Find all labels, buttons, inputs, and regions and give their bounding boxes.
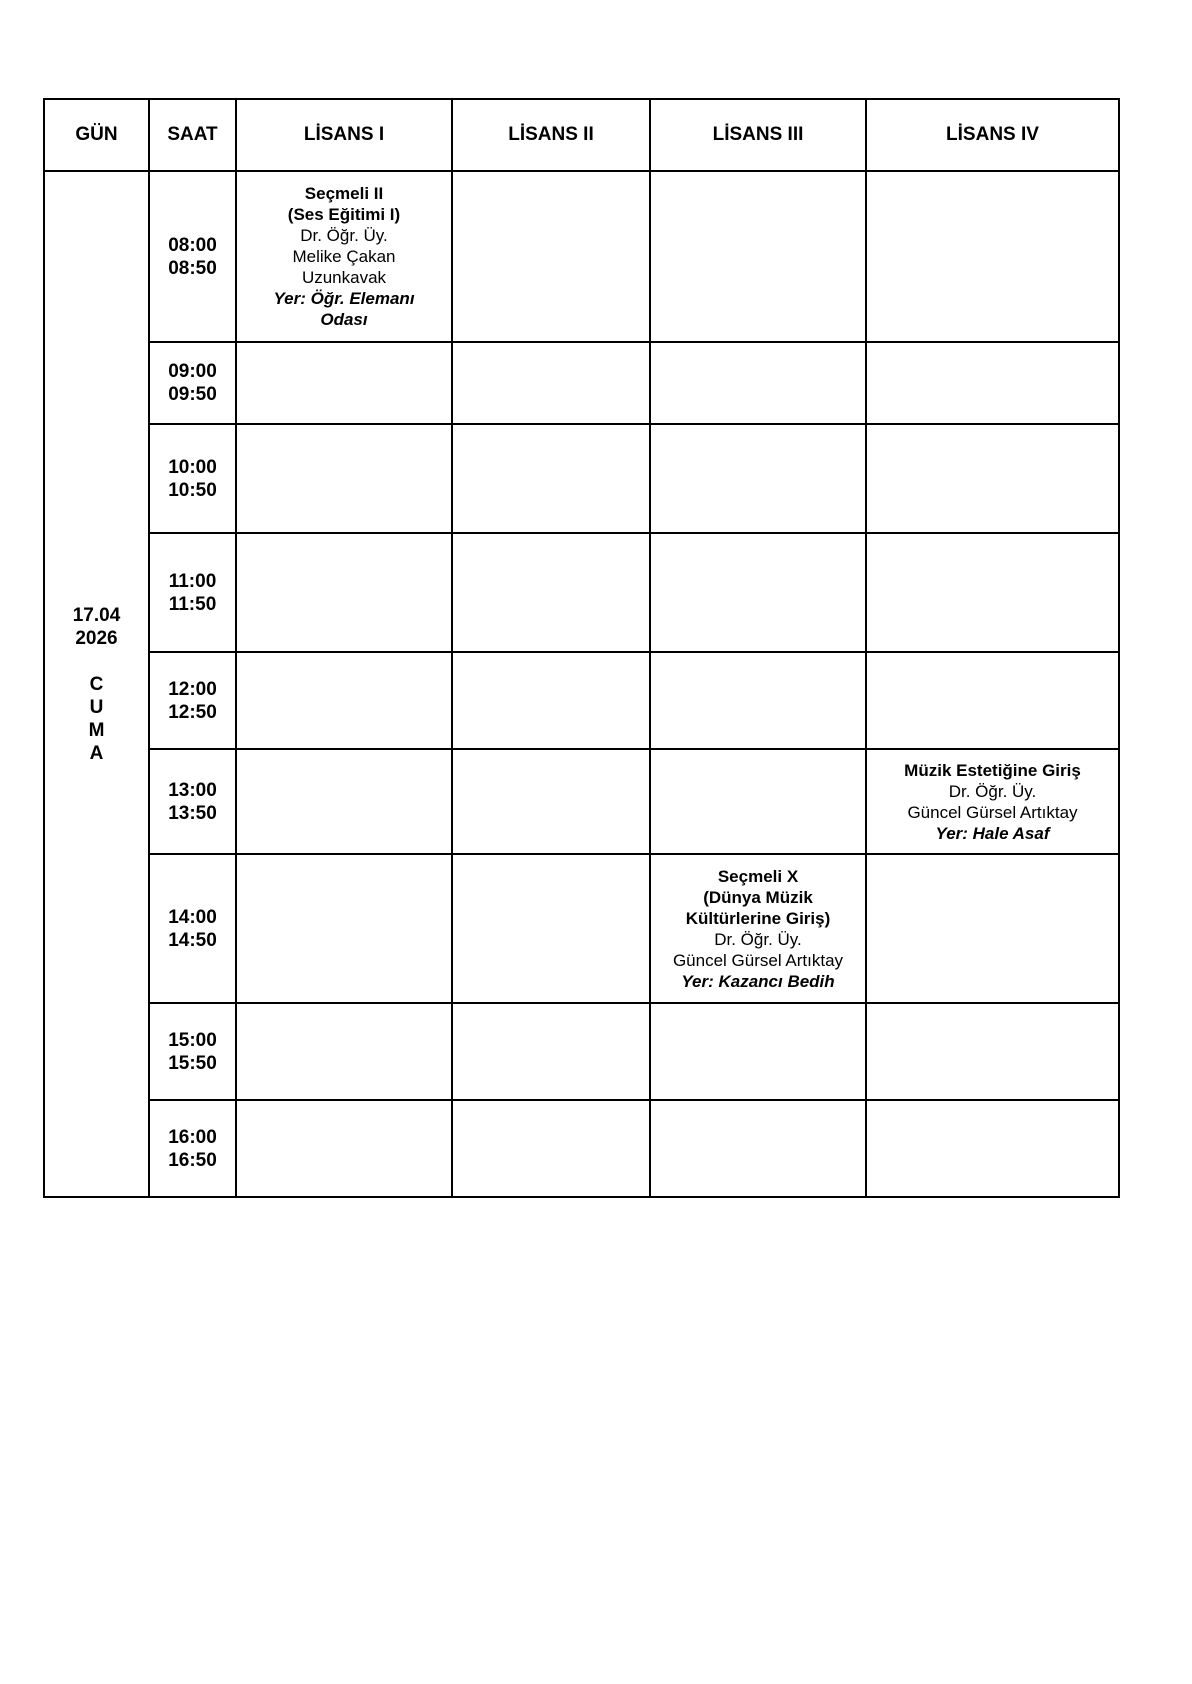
- empty-cell: [236, 854, 452, 1003]
- day-letter: C: [89, 673, 104, 695]
- course-instructor: Güncel Gürsel Artıktay: [907, 802, 1078, 822]
- empty-cell: [866, 1003, 1119, 1100]
- header-lisans-4: LİSANS IV: [866, 99, 1119, 171]
- empty-cell: [650, 749, 866, 854]
- course-title: Seçmeli X: [717, 866, 799, 886]
- time-slot: [149, 1100, 236, 1197]
- empty-cell: [650, 424, 866, 533]
- empty-cell: [236, 533, 452, 652]
- time-slot: [149, 533, 236, 652]
- course-location: Yer: Kazancı Bedih: [681, 971, 835, 991]
- empty-cell: [866, 1100, 1119, 1197]
- empty-cell: [452, 1003, 650, 1100]
- course-instructor: Güncel Gürsel Artıktay: [672, 950, 844, 970]
- empty-cell: [452, 749, 650, 854]
- time-slot: [149, 424, 236, 533]
- time-end: 15:50: [168, 1052, 217, 1074]
- time-end: 16:50: [168, 1149, 217, 1171]
- course-cell: [650, 854, 866, 1003]
- empty-cell: [236, 749, 452, 854]
- time-slot: [149, 1003, 236, 1100]
- empty-cell: [236, 1100, 452, 1197]
- day-cell: [44, 171, 149, 1197]
- time-slot: [149, 342, 236, 424]
- empty-cell: [866, 171, 1119, 342]
- time-end: 11:50: [168, 593, 217, 615]
- course-instructor: Uzunkavak: [301, 268, 387, 287]
- empty-cell: [866, 652, 1119, 749]
- day-letter: M: [88, 719, 105, 741]
- time-start: 08:00: [168, 234, 217, 256]
- table-row: [44, 342, 1119, 424]
- empty-cell: [236, 1003, 452, 1100]
- course-location: Odası: [320, 310, 368, 329]
- day-gap: [45, 650, 148, 673]
- course-title: Müzik Estetiğine Giriş: [904, 760, 1081, 780]
- time-start: 12:00: [168, 678, 217, 700]
- empty-cell: [650, 1100, 866, 1197]
- time-end: 09:50: [168, 384, 217, 405]
- time-slot: [149, 652, 236, 749]
- empty-cell: [452, 854, 650, 1003]
- time-start: 15:00: [168, 1029, 217, 1051]
- header-day: GÜN: [44, 99, 149, 171]
- time-start: 10:00: [168, 456, 217, 478]
- header-lisans-3: LİSANS III: [650, 99, 866, 171]
- time-end: 10:50: [168, 479, 217, 501]
- time-end: 08:50: [168, 257, 217, 279]
- course-title: (Dünya Müzik: [703, 887, 813, 907]
- empty-cell: [866, 342, 1119, 424]
- course-title: Seçmeli II: [304, 184, 384, 203]
- course-instructor: Dr. Öğr. Üy.: [714, 929, 802, 949]
- empty-cell: [650, 533, 866, 652]
- table-row: [44, 1100, 1119, 1197]
- time-slot: [149, 854, 236, 1003]
- table-row: [44, 533, 1119, 652]
- time-slot: [149, 749, 236, 854]
- table-row: [44, 171, 1119, 342]
- empty-cell: [866, 424, 1119, 533]
- empty-cell: [866, 533, 1119, 652]
- table-row: [44, 652, 1119, 749]
- empty-cell: [452, 424, 650, 533]
- header-time: SAAT: [149, 99, 236, 171]
- exam-schedule-table: [43, 98, 1120, 1198]
- table-row: [44, 1003, 1119, 1100]
- header-lisans-2: LİSANS II: [452, 99, 650, 171]
- time-start: 16:00: [168, 1126, 217, 1148]
- course-title: (Ses Eğitimi I): [287, 205, 401, 224]
- header-row: [44, 99, 1119, 171]
- empty-cell: [452, 342, 650, 424]
- day-letter: U: [89, 696, 104, 718]
- course-instructor: Dr. Öğr. Üy.: [948, 781, 1037, 801]
- course-instructor: Dr. Öğr. Üy.: [300, 226, 388, 245]
- empty-cell: [236, 424, 452, 533]
- day-date: 17.04: [72, 604, 121, 626]
- course-instructor: Melike Çakan: [292, 247, 396, 266]
- time-slot: [149, 171, 236, 342]
- empty-cell: [452, 1100, 650, 1197]
- header-lisans-1: LİSANS I: [236, 99, 452, 171]
- empty-cell: [650, 652, 866, 749]
- empty-cell: [650, 1003, 866, 1100]
- time-start: 13:00: [168, 779, 217, 801]
- course-location: Yer: Öğr. Elemanı: [273, 289, 415, 308]
- time-start: 09:00: [168, 361, 217, 382]
- time-start: 14:00: [168, 906, 217, 928]
- table-row: [44, 424, 1119, 533]
- empty-cell: [452, 533, 650, 652]
- time-start: 11:00: [168, 570, 217, 592]
- time-end: 12:50: [168, 701, 217, 723]
- day-year: 2026: [75, 627, 118, 649]
- empty-cell: [452, 652, 650, 749]
- table-row: [44, 854, 1119, 1003]
- course-title: Kültürlerine Giriş): [685, 908, 831, 928]
- day-letter: A: [89, 742, 104, 764]
- empty-cell: [866, 854, 1119, 1003]
- course-location: Yer: Hale Asaf: [935, 823, 1050, 843]
- empty-cell: [236, 652, 452, 749]
- course-cell: [866, 749, 1119, 854]
- time-end: 14:50: [168, 929, 217, 951]
- empty-cell: [650, 171, 866, 342]
- table-row: [44, 749, 1119, 854]
- empty-cell: [452, 171, 650, 342]
- time-end: 13:50: [168, 802, 217, 824]
- empty-cell: [650, 342, 866, 424]
- empty-cell: [236, 342, 452, 424]
- course-cell: [236, 171, 452, 342]
